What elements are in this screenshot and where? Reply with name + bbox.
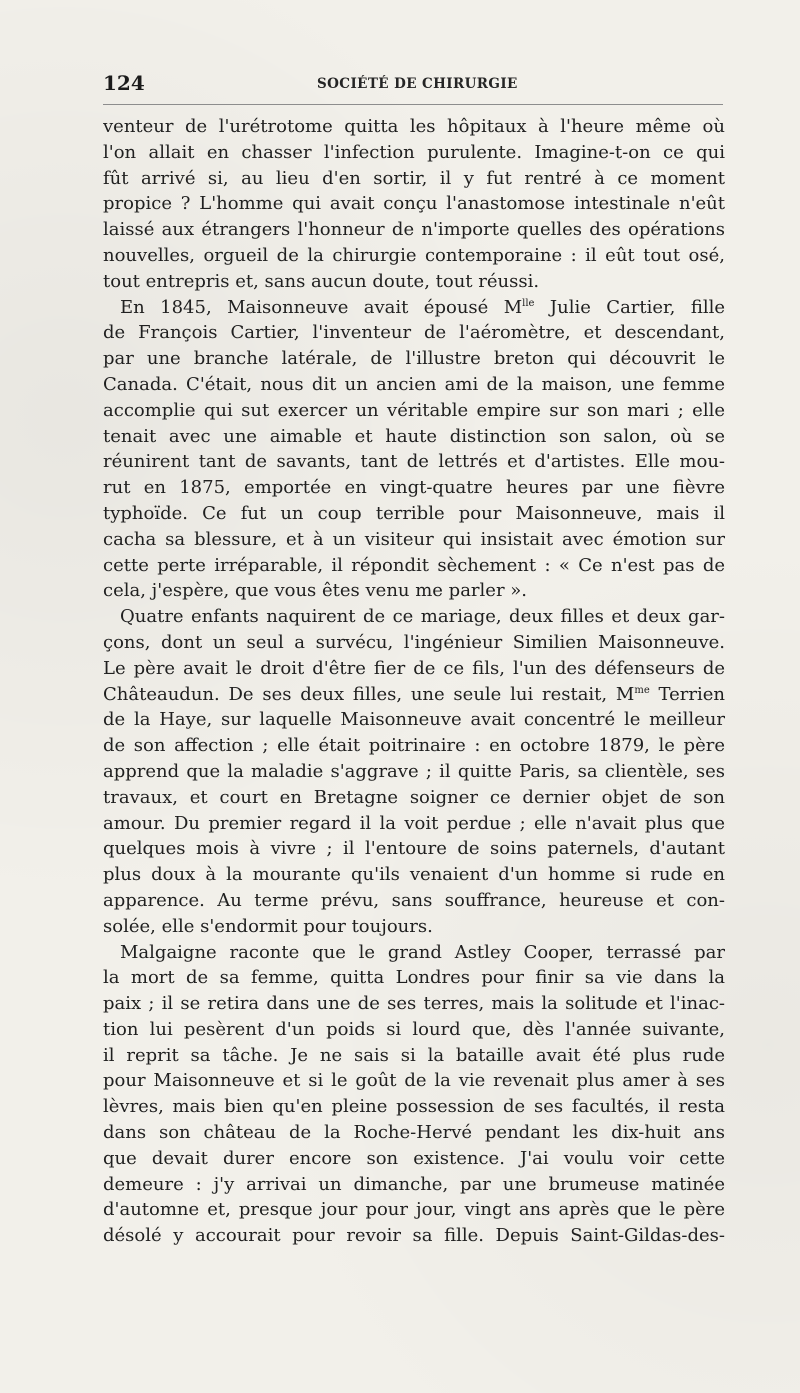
text-line: Canada. C'était, nous dit un ancien ami de la maison, une femme <box>103 373 725 395</box>
text-line: Châteaudun. De ses deux filles, une seule lui restait, $M^{me}$ Terrien <box>103 683 725 705</box>
text-line: pour Maisonneuve et si le goût de la vie revenait plus amer à ses <box>103 1070 725 1092</box>
text-line: désolé y accourait pour revoir sa fille. Depuis Saint-Gildas-des- <box>103 1225 725 1247</box>
superscript: lle <box>522 297 535 309</box>
text-line: dans son château de la Roche-Hervé pendant les dix-huit ans <box>103 1122 725 1144</box>
text-line: demeure : j'y arrivai un dimanche, par une brumeuse matinée <box>103 1173 725 1195</box>
superscript: me <box>634 684 650 696</box>
text-line: travaux, et court en Bretagne soigner ce dernier objet de son <box>103 786 725 808</box>
text-line: cacha sa blessure, et à un visiteur qui insistait avec émotion sur <box>103 528 725 550</box>
text-line: par une branche latérale, de l'illustre breton qui découvrit le <box>103 348 725 370</box>
text-line: apparence. Au terme prévu, sans souffrance, heureuse et con- <box>103 889 725 911</box>
text-line: l'on allait en chasser l'infection purulente. Imagine-t-on ce qui <box>103 141 725 163</box>
text-line: il reprit sa tâche. Je ne sais si la bataille avait été plus rude <box>103 1044 725 1066</box>
text-line: réunirent tant de savants, tant de lettrés et d'artistes. Elle mou- <box>103 451 725 473</box>
text-line: de son affection ; elle était poitrinaire : en octobre 1879, le père <box>103 735 725 757</box>
text-line: solée, elle s'endormit pour toujours. <box>103 915 433 937</box>
page-header <box>103 72 723 94</box>
running-title: SOCIÉTÉ DE CHIRURGIE <box>317 76 518 92</box>
text-line: fût arrivé si, au lieu d'en sortir, il y fut rentré à ce moment <box>103 167 725 189</box>
text-line: tout entrepris et, sans aucun doute, tout réussi. <box>103 270 540 292</box>
text-line: rut en 1875, emportée en vingt-quatre heures par une fièvre <box>103 477 725 499</box>
text-line: tion lui pesèrent d'un poids si lourd que, dès l'année suivante, <box>103 1018 725 1040</box>
page-number: 124 <box>103 71 145 95</box>
text-line: çons, dont un seul a survécu, l'ingénieur Similien Maisonneuve. <box>103 631 725 653</box>
text-line: amour. Du premier regard il la voit perdue ; elle n'avait plus que <box>103 812 725 834</box>
text-line: cela, j'espère, que vous êtes venu me parler ». <box>103 580 528 602</box>
header-rule <box>103 104 723 105</box>
text-line: la mort de sa femme, quitta Londres pour finir sa vie dans la <box>103 967 725 989</box>
text-line: Quatre enfants naquirent de ce mariage, deux filles et deux gar- <box>120 606 725 628</box>
text-line: de la Haye, sur laquelle Maisonneuve avait concentré le meilleur <box>103 709 725 731</box>
text-line: d'automne et, presque jour pour jour, vingt ans après que le père <box>103 1199 725 1221</box>
text-line: quelques mois à vivre ; il l'entoure de soins paternels, d'autant <box>103 838 725 860</box>
text-line: plus doux à la mourante qu'ils venaient d'un homme si rude en <box>103 864 725 886</box>
text-line: Le père avait le droit d'être fier de ce fils, l'un des défenseurs de <box>103 657 725 679</box>
text-line: propice ? L'homme qui avait conçu l'anastomose intestinale n'eût <box>103 193 725 215</box>
text-line: que devait durer encore son existence. J'ai voulu voir cette <box>103 1147 725 1169</box>
text-line: venteur de l'urétrotome quitta les hôpitaux à l'heure même où <box>103 116 725 137</box>
text-line: apprend que la maladie s'aggrave ; il quitte Paris, sa clientèle, ses <box>103 760 725 782</box>
text-line: cette perte irréparable, il répondit sèchement : « Ce n'est pas de <box>103 554 725 576</box>
text-line: tenait avec une aimable et haute distinction son salon, où se <box>103 425 725 447</box>
text-line: nouvelles, orgueil de la chirurgie contemporaine : il eût tout osé, <box>103 244 725 266</box>
text-line: laissé aux étrangers l'honneur de n'importe quelles des opérations <box>103 219 725 241</box>
text-line: de François Cartier, l'inventeur de l'aéromètre, et descendant, <box>103 322 725 344</box>
text-line: typhoïde. Ce fut un coup terrible pour Maisonneuve, mais il <box>103 502 725 524</box>
text-line: paix ; il se retira dans une de ses terres, mais la solitude et l'inac- <box>103 993 725 1015</box>
text-line: Malgaigne raconte que le grand Astley Cooper, terrassé par <box>120 941 725 963</box>
body-text <box>103 114 725 1249</box>
text-line: lèvres, mais bien qu'en pleine possession de ses facultés, il resta <box>103 1096 725 1118</box>
text-line: accomplie qui sut exercer un véritable empire sur son mari ; elle <box>103 399 725 421</box>
text-line: En 1845, Maisonneuve avait épousé $M^{lle}$ Julie Cartier, fille <box>120 296 725 318</box>
